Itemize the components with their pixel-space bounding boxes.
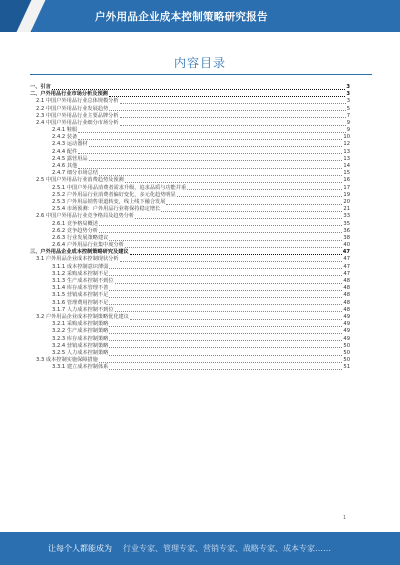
toc-entry[interactable] [30, 300, 350, 307]
toc-entry-page: 47 [342, 249, 350, 256]
toc-entry-page: 10 [343, 134, 350, 141]
header-banner [0, 0, 400, 32]
toc-entry-label: 3.1.1 成本控制意识薄弱 [52, 263, 109, 270]
toc-leader-dots [120, 103, 346, 104]
toc-leader-dots [78, 168, 342, 169]
toc-entry[interactable] [30, 257, 350, 264]
toc-entry-page: 49 [343, 328, 350, 335]
toc-entry[interactable] [30, 336, 350, 343]
toc-leader-dots [78, 153, 342, 154]
toc-entry-label: 2.4.5 露营用品 [52, 155, 88, 162]
footer-roles: 行业专家、管理专家、营销专家、战略专家、成本专家…… [123, 544, 331, 553]
report-title: 户外用品企业成本控制策略研究报告 [95, 11, 268, 23]
toc-entry-label: 2.3 中国户外用品行业主要品牌分析 [36, 112, 119, 119]
page-number: 1 [343, 515, 347, 521]
toc-entry[interactable] [30, 221, 350, 228]
toc-leader-dots [52, 89, 346, 90]
toc-entry-page: 20 [343, 198, 350, 205]
toc-leader-dots [130, 319, 342, 320]
toc-leader-dots [130, 254, 342, 255]
toc-entry-label: 3.2.2 生产成本控制策略 [52, 328, 109, 335]
toc-entry-page: 47 [343, 263, 350, 270]
toc-leader-dots [187, 189, 342, 190]
toc-entry[interactable] [30, 228, 350, 235]
toc-entry[interactable] [30, 364, 350, 371]
toc-leader-dots [120, 261, 343, 262]
toc-entry-page: 47 [343, 270, 350, 277]
toc-entry[interactable] [30, 120, 350, 127]
toc-entry-page: 48 [343, 292, 350, 299]
toc-entry-page: 47 [343, 256, 350, 263]
toc-leader-dots [109, 369, 342, 370]
toc-entry-label: 2.4.3 运动器材 [52, 141, 88, 148]
toc-entry-label: 二、户外用品行业市场分析及预测 [30, 91, 108, 98]
toc-entry-page: 50 [343, 349, 350, 356]
toc-leader-dots [89, 160, 343, 161]
toc-leader-dots [99, 362, 343, 363]
toc-entry-page: 49 [343, 313, 350, 320]
toc-entry-label: 2.6.4 户外用品行业集中度分析 [52, 242, 124, 249]
toc-leader-dots [109, 275, 342, 276]
toc-entry[interactable] [30, 127, 350, 134]
toc-entry-label: 3.1.2 采购成本控制不足 [52, 270, 109, 277]
toc-entry[interactable] [30, 343, 350, 350]
toc-leader-dots [115, 283, 343, 284]
toc-entry-label: 2.4.1 鞋服 [52, 127, 78, 134]
toc-entry-page: 3 [346, 83, 350, 90]
toc-entry-page: 3 [346, 91, 350, 98]
toc-entry-page: 48 [343, 285, 350, 292]
toc-leader-dots [161, 211, 342, 212]
toc-entry-label: 3.2.4 营销成本控制策略 [52, 342, 109, 349]
toc-entry-label: 一、引言 [30, 83, 51, 90]
toc-entry-label: 2.4.6 其他 [52, 163, 78, 170]
toc-leader-dots [109, 340, 342, 341]
toc-entry-page: 35 [343, 220, 350, 227]
toc-entry-label: 三、户外用品企业成本控制策略研究及建议 [30, 249, 129, 256]
toc-entry-page: 14 [343, 163, 350, 170]
toc-entry-label: 3.1 户外用品企业成本控制现状分析 [36, 256, 119, 263]
toc-entry[interactable] [30, 142, 350, 149]
toc-leader-dots [89, 146, 343, 147]
toc-entry[interactable] [30, 156, 350, 163]
toc-entry-label: 3.1.5 营销成本控制不足 [52, 292, 109, 299]
toc-entry-page: 36 [343, 227, 350, 234]
toc-entry-page: 33 [343, 213, 350, 220]
toc-entry[interactable] [30, 113, 350, 120]
toc-entry[interactable] [30, 271, 350, 278]
toc-leader-dots [109, 347, 342, 348]
toc-entry-label: 2.5.2 户外用品行业消费者偏好变化，多元化趋势明显 [52, 191, 176, 198]
toc-entry-page: 48 [343, 299, 350, 306]
toc-entry-label: 2.6.1 竞争格局概述 [52, 220, 98, 227]
toc-entry-page: 13 [343, 155, 350, 162]
toc-entry-label: 3.2.3 库存成本控制策略 [52, 335, 109, 342]
toc-entry-label: 2.4.7 细分市场总结 [52, 170, 98, 177]
toc-leader-dots [125, 182, 343, 183]
toc-entry-label: 3.1.4 库存成本管理不善 [52, 285, 109, 292]
toc-entry-page: 17 [343, 184, 350, 191]
toc-entry[interactable] [30, 213, 350, 220]
toc-leader-dots [109, 304, 342, 305]
toc-entry-page: 7 [346, 112, 350, 119]
toc-leader-dots [78, 132, 345, 133]
footer-slogan: 让每个人都能成为 [48, 544, 112, 553]
toc-entry-page: 48 [343, 306, 350, 313]
toc-entry-page: 49 [343, 321, 350, 328]
toc-entry-page: 19 [343, 191, 350, 198]
toc-entry-page: 40 [343, 242, 350, 249]
toc-entry[interactable] [30, 177, 350, 184]
toc-entry[interactable] [30, 185, 350, 192]
toc-entry-label: 2.6.2 竞争趋势分析 [52, 227, 98, 234]
toc-entry-page: 3 [346, 98, 350, 105]
toc-leader-dots [166, 204, 342, 205]
toc-entry-label: 3.3 成本控制实施保障措施 [36, 357, 98, 364]
toc-leader-dots [78, 139, 342, 140]
toc-entry-page: 50 [343, 342, 350, 349]
toc-entry-page: 9 [346, 119, 350, 126]
toc-leader-dots [109, 326, 342, 327]
toc-leader-dots [120, 125, 346, 126]
toc-entry-label: 3.2 户外用品企业成本控制策略优化建议 [36, 313, 129, 320]
toc-entry[interactable] [30, 98, 350, 105]
toc-leader-dots [109, 240, 342, 241]
toc-heading: 内容目录 [173, 56, 226, 70]
toc-entry[interactable] [30, 192, 350, 199]
toc-entry-page: 51 [343, 364, 350, 371]
toc-entry-label: 3.2.1 采购成本控制策略 [52, 321, 109, 328]
toc-entry-label: 3.1.3 生产成本控制不到位 [52, 278, 114, 285]
toc-leader-dots [109, 96, 346, 97]
table-of-contents [30, 84, 350, 372]
toc-leader-dots [109, 110, 346, 111]
toc-leader-dots [125, 247, 342, 248]
toc-leader-dots [99, 232, 342, 233]
toc-entry-page: 48 [343, 278, 350, 285]
toc-divider [30, 74, 372, 75]
toc-leader-dots [109, 355, 342, 356]
toc-entry-label: 3.3.1 建立成本控制体系 [52, 364, 109, 371]
toc-entry-label: 2.5.3 户外用品销售渠道转变，线上线下融合发展 [52, 198, 166, 205]
toc-entry-page: 15 [343, 170, 350, 177]
toc-entry-label: 2.5 中国户外用品行业消费趋势及预测 [36, 177, 124, 184]
toc-leader-dots [109, 290, 342, 291]
toc-entry-label: 2.6.3 行业发展策略建议 [52, 234, 109, 241]
toc-entry-label: 2.4.4 配件 [52, 148, 78, 155]
toc-entry-page: 50 [343, 357, 350, 364]
toc-entry-label: 3.1.6 管理费用控制不足 [52, 299, 109, 306]
toc-leader-dots [177, 196, 343, 197]
toc-leader-dots [109, 297, 342, 298]
toc-entry-label: 3.2.5 人力成本控制策略 [52, 349, 109, 356]
toc-entry-page: 13 [343, 148, 350, 155]
toc-entry-label: 2.4 中国户外用品行业细分市场分析 [36, 119, 119, 126]
toc-entry[interactable] [30, 106, 350, 113]
toc-entry-label: 2.2 中国户外用品行业发展趋势 [36, 105, 109, 112]
toc-entry[interactable] [30, 264, 350, 271]
toc-entry-page: 12 [343, 141, 350, 148]
toc-entry-label: 3.1.7 人力成本控制不到位 [52, 306, 114, 313]
toc-entry[interactable] [30, 307, 350, 314]
toc-entry-label: 2.1 中国户外用品行业总体规模分析 [36, 98, 119, 105]
toc-leader-dots [99, 225, 342, 226]
toc-leader-dots [120, 117, 346, 118]
toc-entry[interactable] [30, 149, 350, 156]
toc-leader-dots [135, 218, 342, 219]
toc-entry-page: 16 [343, 177, 350, 184]
footer-banner [0, 532, 400, 565]
toc-entry-page: 9 [346, 127, 350, 134]
toc-entry-page: 21 [343, 206, 350, 213]
toc-entry[interactable] [30, 328, 350, 335]
toc-leader-dots [115, 311, 343, 312]
toc-entry-label: 2.5.4 市场预测：户外用品行业将保持稳定增长 [52, 206, 161, 213]
toc-entry-page: 49 [343, 335, 350, 342]
toc-entry-page: 5 [346, 105, 350, 112]
toc-entry-page: 38 [343, 234, 350, 241]
toc-entry-label: 2.6 中国户外用品行业竞争格局及趋势分析 [36, 213, 135, 220]
toc-leader-dots [109, 333, 342, 334]
toc-entry[interactable] [30, 292, 350, 299]
toc-leader-dots [109, 268, 342, 269]
toc-entry-label: 2.4.2 装备 [52, 134, 78, 141]
toc-leader-dots [99, 175, 342, 176]
toc-entry-label: 2.5.1 中国户外用品消费者需求升级，追求品质与功能并重 [52, 184, 187, 191]
